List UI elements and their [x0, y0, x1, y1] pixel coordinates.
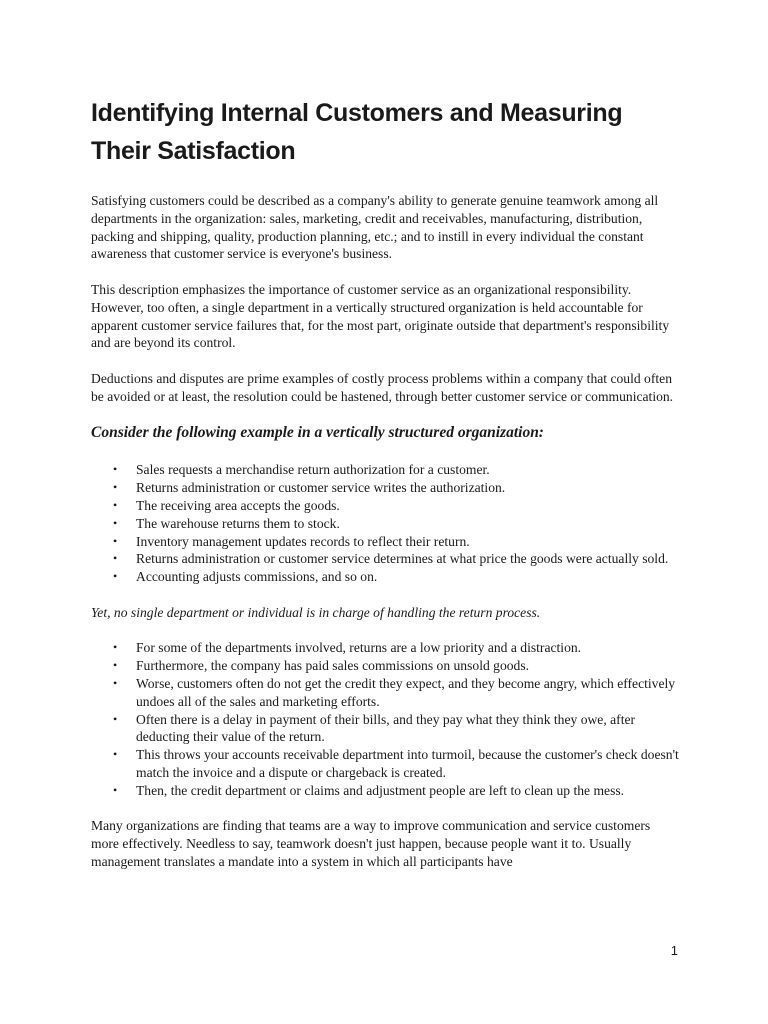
bullet-icon: •	[113, 569, 118, 584]
bullet-icon: •	[113, 515, 118, 530]
closing-paragraph: Many organizations are finding that teams are a way to improve communication and service customers more effectively. Needless to say, teamwork doesn't just happen, because people want it to. Usually management translates a mandate into a system in which all participants have	[91, 818, 651, 869]
list-item: • Returns administration or customer service determines at what price the goods were actually sold.	[113, 551, 669, 567]
list-item: • Sales requests a merchandise return authorization for a customer.	[113, 462, 490, 478]
bullet-icon: •	[113, 462, 118, 477]
deductions-paragraph: Deductions and disputes are prime examples of costly process problems within a company that could often be avoided or at least, the resolution could be hastened, through better customer service or communication.	[91, 370, 674, 404]
bullet-icon: •	[113, 551, 118, 566]
description-paragraph: This description emphasizes the importance of customer service as an organizational responsibility. However, too often, a single department in a vertically structured organization is held accountable for apparent customer service failures that, for the most part, originate outside that department's responsibility and are beyond its control.	[91, 281, 670, 351]
bullet-icon: •	[113, 782, 118, 797]
bullet-icon: •	[113, 711, 118, 726]
bullet-icon: •	[113, 480, 118, 495]
list-item: • For some of the departments involved, returns are a low priority and a distraction.	[113, 640, 582, 656]
document-title: Identifying Internal Customers and Measuring Their Satisfaction	[91, 99, 623, 165]
process-steps-list	[91, 461, 681, 586]
list-item: • The receiving area accepts the goods.	[113, 497, 340, 513]
bullet-icon: •	[113, 658, 118, 673]
list-item: • This throws your accounts receivable department into turmoil, because the customer's check doesn't match the invoice and a dispute or chargeback is created.	[113, 747, 679, 780]
list-item: • Then, the credit department or claims and adjustment people are left to clean up the mess.	[113, 782, 625, 798]
bullet-icon: •	[113, 497, 118, 512]
list-item: • Often there is a delay in payment of their bills, and they pay what they think they owe, after deducting their value of the return.	[113, 711, 636, 745]
example-subheading: Consider the following example in a vertically structured organization:	[91, 424, 544, 442]
intro-paragraph: Satisfying customers could be described as a company's ability to generate genuine teamwork among all departments in the organization: sales, marketing, credit and receivables, manufacturing, distribution, packing and shipping, quality, production planning, etc.; and to instill in every individual the constant awareness that customer service is everyone's business.	[91, 193, 659, 262]
document-page	[91, 94, 681, 888]
consequences-list	[91, 639, 681, 799]
page-number: 1	[670, 943, 678, 958]
bullet-icon: •	[113, 533, 118, 548]
list-item: • The warehouse returns them to stock.	[113, 515, 340, 531]
list-item: • Accounting adjusts commissions, and so on.	[113, 569, 378, 585]
list-item: • Inventory management updates records to reflect their return.	[113, 533, 470, 549]
bullet-icon: •	[113, 747, 118, 762]
list-item: • Furthermore, the company has paid sales commissions on unsold goods.	[113, 658, 530, 674]
bullet-icon: •	[113, 675, 118, 690]
list-item: • Worse, customers often do not get the credit they expect, and they become angry, which effectively undoes all of the sales and marketing efforts.	[113, 675, 676, 709]
emphasis-statement: Yet, no single department or individual is in charge of handling the return process.	[91, 604, 541, 620]
bullet-icon: •	[113, 640, 118, 655]
list-item: • Returns administration or customer service writes the authorization.	[113, 480, 506, 496]
